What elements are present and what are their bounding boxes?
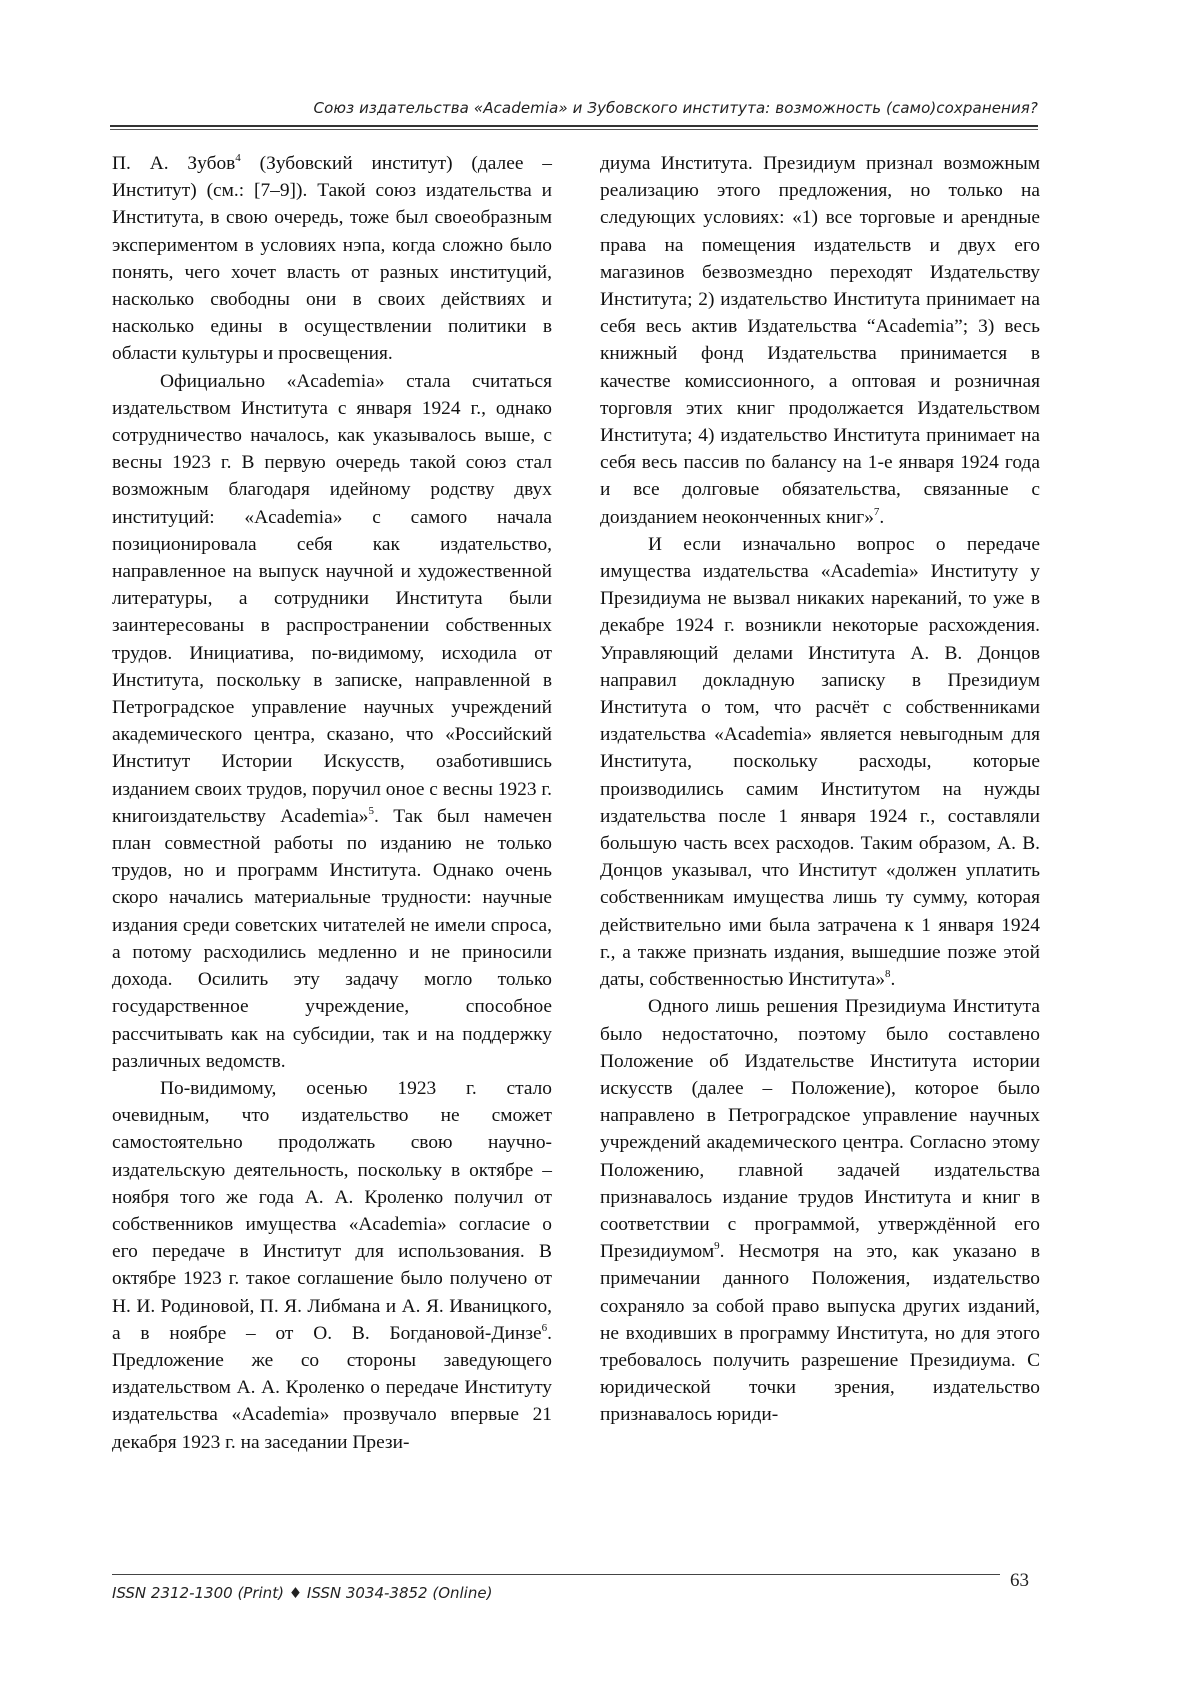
- paragraph-text: диума Института. Президиум признал возможным реализацию этого предложения, но только на следующих условиях: «1) все торговые и арендные права на помещения издательств и двух его магазинов безвозмездно переходят Издательству Института; 2) издательство Института принимает на себя весь актив Издательства “Academia”; 3) весь книжный фонд Издательства принимается в качестве комиссионного, а оптовая и розничная торговля этих книг продолжается Издательством Института; 4) издательство Института принимает на себя весь пассив по балансу на 1-е января 1924 года и все долговые обязательства, связанные с доизданием неоконченных книг»: [600, 153, 1040, 528]
- footer-rule: [112, 1574, 1000, 1575]
- footnote-ref[interactable]: 6: [541, 1321, 548, 1334]
- paragraph: [600, 531, 1040, 993]
- header-rule-thin: [110, 129, 1038, 130]
- paragraph-text: И если изначально вопрос о передаче имущества издательства «Academia» Институту у Президиума не вызвал никаких нареканий, то уже в декабре 1924 г. возникли некоторые расхождения. Управляющий делами Института А. В. Донцов направил докладную записку в Президиум Института о том, что расчёт с собственниками издательства «Academia» является невыгодным для Института, поскольку расходы, которые производились самим Институтом на нужды издательства после 1 января 1924 г., составляли большую часть всех расходов. Таким образом, А. В. Донцов указывал, что Институт «должен уплатить собственникам имущества лишь ту сумму, которая действительно ими была затрачена к 1 января 1924 г., а также признать издания, вышедшие позже этой даты, собственностью Института»: [600, 533, 1040, 991]
- paragraph: [600, 993, 1040, 1428]
- paragraph-text: Одного лишь решения Президиума Института было недостаточно, поэтому было составлено Положение об Издательстве Института истории искусств (далее – Положение), которое было направлено в Петроградское управление научных учреждений академического центра. Согласно этому Положению, главной задачей издательства признавалось издание трудов Института и книг в соответствии с программой, утверждённой его Президиумом: [600, 996, 1040, 1263]
- footnote-ref[interactable]: 9: [714, 1240, 720, 1253]
- paragraph-text: По-видимому, осенью 1923 г. стало очевидным, что издательство не сможет самостоятельно продолжать свою научно-издательскую деятельность, поскольку в октябре – ноября того же года А. А. Кроленко получил от собственников имущества «Academia» согласие о его передаче в Институт для использования. В октябре 1923 г. такое соглашение было получено от Н. И. Родиновой, П. Я. Либмана и А. Я. Иваницкого, а в ноябре – от О. В. Богдановой-Динзе: [112, 1077, 552, 1344]
- footer-issn: ISSN 2312-1300 (Print) ♦ ISSN 3034-3852 (Online): [112, 1584, 493, 1602]
- page-number: 63: [1010, 1570, 1029, 1591]
- right-column: [600, 150, 1040, 1429]
- running-header: Союз издательства «Academia» и Зубовского института: возможность (само)сохранения?: [313, 99, 1038, 117]
- footnote-ref[interactable]: 5: [368, 804, 375, 817]
- paragraph-text: . Предложение же со стороны заведующего издательством А. А. Кроленко о передаче Институту издательства «Academia» прозвучало впервые 21 декабря 1923 г. на заседании Прези-: [112, 1322, 552, 1453]
- paragraph-text: (Зубовский институт) (далее – Институт) (см.: [7–9]). Такой союз издательства и Института, в свою очередь, тоже был своеобразным экспериментом в условиях нэпа, когда сложно было понять, чего хочет власть от разных институций, насколько свободны они в своих действиях и насколько едины в осуществлении политики в области культуры и просвещения.: [112, 153, 552, 365]
- footnote-ref[interactable]: 4: [235, 152, 241, 164]
- paragraph-text: П. А. Зубов: [112, 153, 236, 174]
- paragraph-text: . Так был намечен план совместной работы по изданию не только трудов, но и программ Института. Однако очень скоро начались материальные трудности: научные издания среди советских читателей не имели спроса, а потому расходились медленно и не приносили дохода. Осилить эту задачу могло только государственное учреждение, способное рассчитывать как на субсидии, так и на поддержку различных ведомств.: [112, 805, 552, 1072]
- paragraph: [112, 1075, 552, 1456]
- paragraph: [112, 150, 552, 368]
- paragraph-text: Официально «Academia» стала считаться издательством Института с января 1924 г., однако сотрудничество началось, как указывалось выше, с весны 1923 г. В первую очередь такой союз стал возможным благодаря идейному родству двух институций: «Academia» с самого начала позиционировала себя как издательство, направленное на выпуск научной и художественной литературы, а сотрудники Института были заинтересованы в распространении собственных трудов. Инициатива, по-видимому, исходила от Института, поскольку в записке, направленной в Петроградское управление научных учреждений академического центра, сказано, что «Российский Институт Истории Искусств, озаботившись изданием своих трудов, поручил оное с весны 1923 г. книгоиздательству Academia»: [112, 370, 552, 827]
- header-rule: [110, 125, 1038, 127]
- paragraph: [600, 150, 1040, 531]
- footnote-ref[interactable]: 7: [873, 505, 880, 518]
- paragraph-text: .: [879, 506, 885, 528]
- left-column: [112, 150, 552, 1456]
- paragraph-text: . Несмотря на это, как указано в примечании данного Положения, издательство сохраняло за собой право выпуска других изданий, не входивших в программу Института, но для этого требовалось получить разрешение Президиума. С юридической точки зрения, издательство признавалось юриди-: [600, 1241, 1040, 1426]
- paragraph-text: .: [890, 969, 896, 991]
- footnote-ref[interactable]: 8: [885, 968, 891, 981]
- paragraph: [112, 368, 552, 1075]
